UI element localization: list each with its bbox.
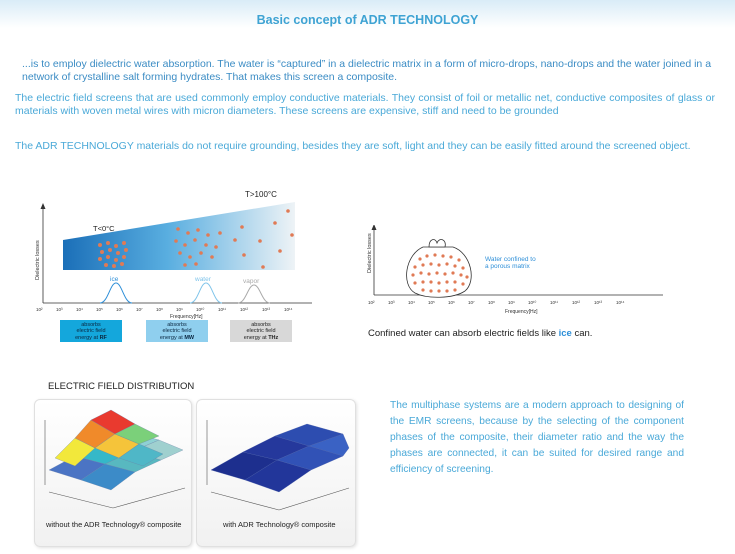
conductive-screens-paragraph: The electric field screens that are used commonly employ conductive materials. They consist of foil or metallic net, conductive composites of glass or materials with woven metal wires with micron diameters. These screens are expensive, stiff and need to be grounded — [15, 92, 715, 117]
svg-text:10⁶: 10⁶ — [116, 307, 123, 312]
right-y-axis-label: Dielectric losses — [367, 233, 373, 273]
svg-text:10²: 10² — [368, 300, 375, 305]
right-x-axis-label: Frequency[Hz] — [505, 309, 538, 315]
svg-text:absorbs: absorbs — [167, 322, 187, 328]
svg-text:10⁸: 10⁸ — [488, 300, 495, 305]
right-y-arrow — [372, 225, 377, 230]
left-y-arrow — [41, 203, 46, 209]
svg-text:10⁴: 10⁴ — [76, 307, 83, 312]
svg-text:energy at THz: energy at THz — [243, 335, 279, 341]
svg-text:electric field: electric field — [246, 328, 276, 334]
svg-text:10⁴: 10⁴ — [408, 300, 415, 305]
svg-text:energy at RF: energy at RF — [75, 335, 107, 341]
t-low-label: T<0°C — [93, 224, 115, 233]
phase-absorption-diagram — [30, 185, 315, 345]
vapor-label: vapor — [243, 278, 260, 285]
svg-text:10⁶: 10⁶ — [448, 300, 455, 305]
svg-text:electric field: electric field — [76, 328, 106, 334]
bag-label-2: a porous matrix — [485, 263, 530, 270]
svg-text:10¹¹: 10¹¹ — [550, 300, 559, 305]
svg-text:10¹⁰: 10¹⁰ — [196, 307, 205, 312]
svg-text:10¹³: 10¹³ — [594, 300, 603, 305]
svg-text:10¹⁰: 10¹⁰ — [528, 300, 537, 305]
svg-text:absorbs: absorbs — [251, 322, 271, 328]
t-high-label: T>100°C — [245, 190, 277, 199]
svg-text:10¹²: 10¹² — [572, 300, 581, 305]
flat-surface — [211, 424, 349, 492]
svg-text:10¹¹: 10¹¹ — [218, 307, 227, 312]
left-x-axis-label: Frequency[Hz] — [170, 314, 203, 320]
left-freq-ticks — [36, 307, 293, 312]
adr-grounding-paragraph: The ADR TECHNOLOGY materials do not require grounding, besides they are soft, light and they can be easily fitted around the screened object. — [15, 140, 691, 152]
intro-paragraph: ...is to employ dielectric water absorption. The water is “captured” in a dielectric matrix in a form of micro-drops, nano-drops and the water joined in a network of crystalline salt forming hydrates. That makes this screen a composite. — [22, 58, 712, 83]
bag-knot — [429, 240, 445, 247]
bag-label-1: Water confined to — [485, 256, 536, 263]
ice-peak — [100, 283, 132, 303]
page-title: Basic concept of ADR TECHNOLOGY — [256, 13, 479, 27]
svg-text:10⁹: 10⁹ — [176, 307, 183, 312]
temperature-wedge — [63, 202, 295, 270]
ice-label: ice — [110, 276, 119, 283]
svg-text:10³: 10³ — [56, 307, 63, 312]
ice-word: ice — [558, 328, 572, 339]
svg-text:10⁷: 10⁷ — [468, 300, 475, 305]
svg-text:10¹³: 10¹³ — [262, 307, 271, 312]
svg-text:10⁵: 10⁵ — [428, 300, 435, 305]
multiphase-paragraph: The multiphase systems are a modern approach to designing of the EMR screens, because by the selecting of the component phases of the composite, their diameter ratio and the way the phases are connected, it can be suited for desired range and efficiency of screening. — [390, 400, 684, 475]
svg-text:electric field: electric field — [162, 328, 192, 334]
with-adr-caption: with ADR Technology® composite — [223, 520, 336, 529]
svg-text:10⁸: 10⁸ — [156, 307, 163, 312]
without-adr-caption: without the ADR Technology® composite — [46, 520, 182, 529]
svg-text:energy at MW: energy at MW — [159, 335, 195, 341]
svg-text:10³: 10³ — [388, 300, 395, 305]
thz-box — [230, 320, 292, 342]
with-adr-surface — [197, 400, 355, 520]
without-adr-surface — [35, 400, 191, 520]
svg-text:10¹²: 10¹² — [240, 307, 249, 312]
right-freq-ticks — [368, 300, 625, 305]
svg-text:10¹⁴: 10¹⁴ — [284, 307, 293, 312]
svg-text:10⁷: 10⁷ — [136, 307, 143, 312]
tall-surface — [49, 410, 183, 490]
rf-box — [60, 320, 122, 342]
vapor-peak — [238, 285, 270, 303]
svg-text:10²: 10² — [36, 307, 43, 312]
confined-water-caption: Confined water can absorb electric fields like ice can. — [368, 328, 593, 339]
water-label: water — [195, 276, 211, 283]
svg-text:10¹⁴: 10¹⁴ — [616, 300, 625, 305]
confined-water-diagram — [365, 225, 665, 325]
svg-text:10⁵: 10⁵ — [96, 307, 103, 312]
efd-title: ELECTRIC FIELD DISTRIBUTION — [48, 381, 195, 392]
svg-text:absorbs: absorbs — [81, 322, 101, 328]
svg-text:10⁹: 10⁹ — [508, 300, 515, 305]
left-y-axis-label: Dielectric losses — [35, 240, 41, 280]
mw-box — [146, 320, 208, 342]
water-peak — [190, 283, 222, 303]
